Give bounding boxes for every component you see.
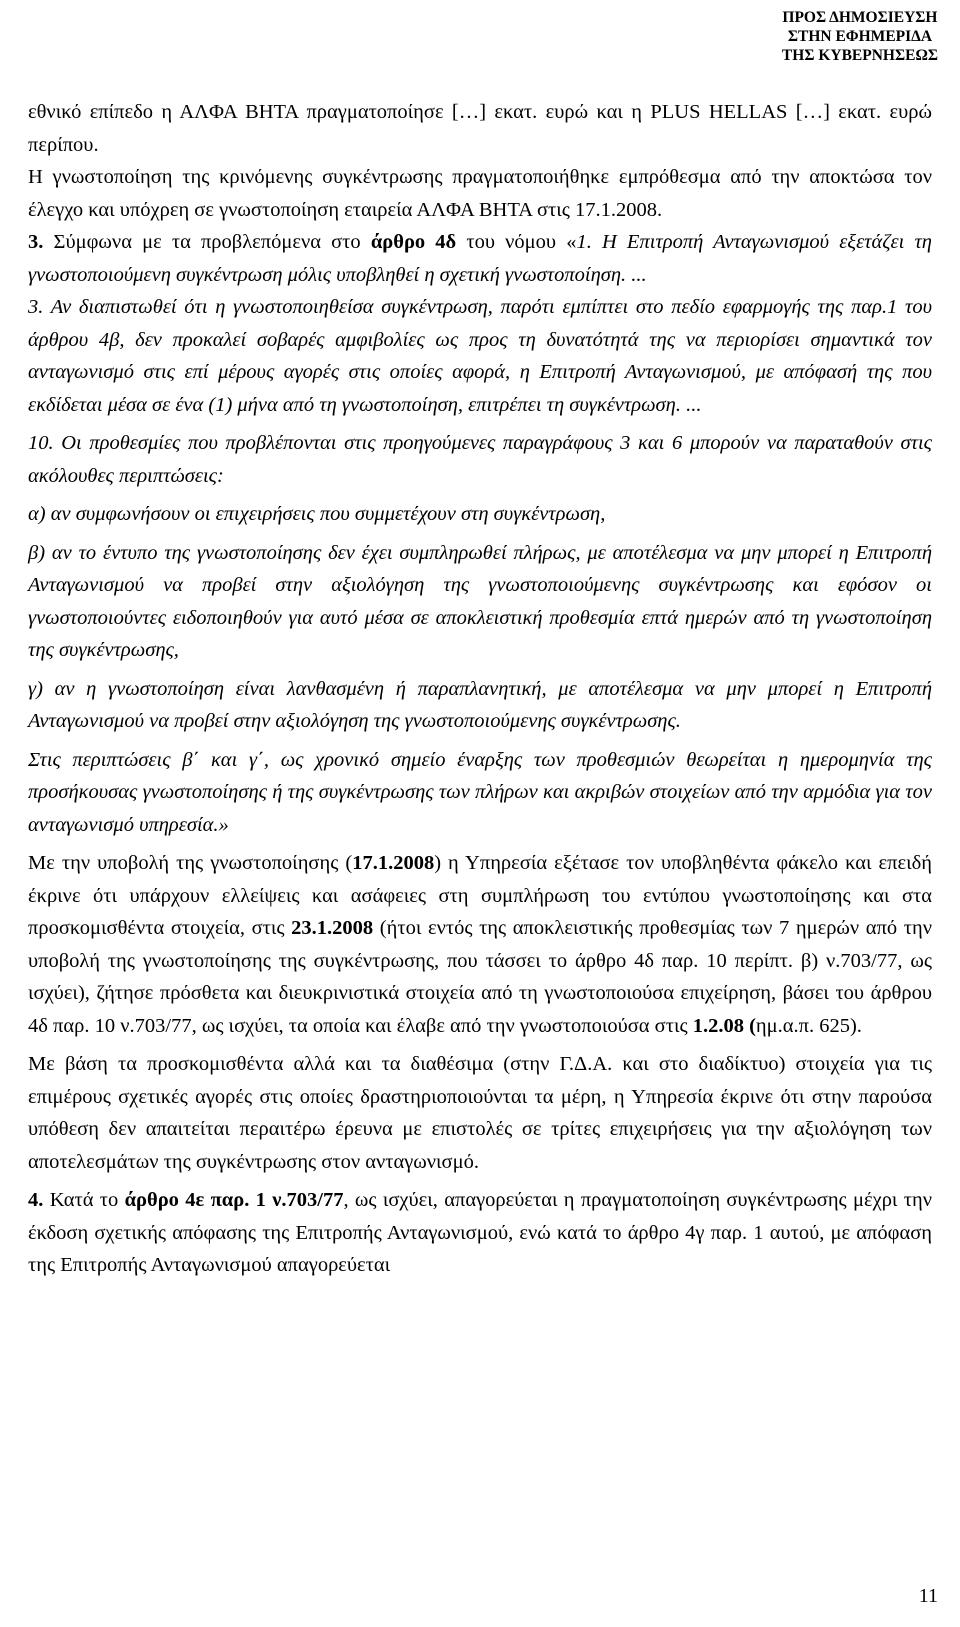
paragraph-5: 10. Οι προθεσμίες που προβλέπονται στις προηγούμενες παραγράφους 3 και 6 μπορούν να παραταθούν στις ακόλουθες περιπτώσεις: (28, 432, 932, 487)
paragraph-7: β) αν το έντυπο της γνωστοποίησης δεν έχει συμπληρωθεί πλήρως, με αποτέλεσμα να μην μπορεί η Επιτροπή Ανταγωνισμού να προβεί στην αξιολόγηση της γνωστοποιούμενης συγκέντρωσης και εφόσον οι γνωστοποιούντες ειδοποιηθούν για αυτό μέσα σε αποκλειστική προθεσμία επτά ημερών από τη γνωστοποίηση της συγκέντρωσης, (28, 541, 932, 661)
paragraph-2: Η γνωστοποίηση της κρινόμενης συγκέντρωσης πραγματοποιήθηκε εμπρόθεσμα από την αποκτώσα τον έλεγχο και υπόχρεη σε γνωστοποίηση εταιρεία ΑΛΦΑ ΒΗΤΑ στις 17.1.2008. (28, 166, 932, 221)
paragraph-3-text-b: του νόμου « (456, 231, 577, 253)
law-number: 703/77 (286, 1189, 344, 1211)
section-number-4: 4. (28, 1189, 44, 1211)
paragraph-12 (28, 1184, 932, 1282)
paragraph-1: εθνικό επίπεδο η ΑΛΦΑ ΒΗΤΑ πραγματοποίησε […] εκατ. ευρώ και η PLUS HELLAS […] εκατ. ευρώ περίπου. (28, 101, 932, 156)
article-ref-4e: άρθρο 4ε παρ. 1 ν. (124, 1189, 287, 1211)
document-body (28, 96, 932, 1282)
paragraph-12-text-c: , ως ισχύει, απαγορεύεται η πραγματοποίηση συγκέντρωσης μέχρι την έκδοση σχετικής απόφασης της Επιτροπής Ανταγωνισμού, ενώ κατά το άρθρο 4γ παρ. 1 αυτού, με απόφαση της Επιτροπής Ανταγωνισμού απαγορεύεται (28, 1189, 932, 1276)
paren-open: ( (749, 1014, 756, 1037)
paragraph-8: γ) αν η γνωστοποίηση είναι λανθασμένη ή παραπλανητική, με αποτέλεσμα να μην μπορεί η Επιτροπή Ανταγωνισμού να προβεί στην αξιολόγηση της γνωστοποιούμενης συγκέντρωσης. (28, 677, 932, 732)
paragraph-3 (28, 226, 932, 291)
paragraph-11: Με βάση τα προσκομισθέντα αλλά και τα διαθέσιμα (στην Γ.Δ.Α. και στο διαδίκτυο) στοιχεία για τις επιμέρους σχετικές αγορές στις οποίες δραστηριοποιούνται τα μέρη, η Υπηρεσία έκρινε ότι στην παρούσα υπόθεση δεν απαιτείται περαιτέρω έρευνα με επιστολές σε τρίτες επιχειρήσεις για την αξιολόγηση των αποτελεσμάτων της συγκέντρωσης στον ανταγωνισμό. (28, 1053, 932, 1173)
paragraph-6: α) αν συμφωνήσουν οι επιχειρήσεις που συμμετέχουν στη συγκέντρωση, (28, 503, 606, 525)
date-request: 23.1.2008 (291, 917, 374, 939)
publication-header (782, 8, 938, 65)
paragraph-10-text-c: (ήτοι εντός της αποκλειστικής προθεσμίας των 7 ημερών από την υποβολή της γνωστοποίησης της συγκέντρωσης, που τάσσει το άρθρο 4δ παρ. 10 περίπτ. β) ν.703/77, ως ισχύει), ζήτησε πρόσθετα και διευκρινιστικά στοιχεία από τη γνωστοποιούσα επιχείρηση, βάσει του άρθρου 4δ παρ. 10 ν.703/77, ως ισχύει, τα οποία και έλαβε από την γνωστοποιούσα στις (28, 917, 932, 1037)
date-submission: 17.1.2008 (352, 852, 435, 874)
quoted-law-text: 1. Η Επιτροπή Ανταγωνισμού εξετάζει τη γνωστοποιούμενη συγκέντρωση μόλις υποβληθεί η σχετική γνωστοποίηση. ... (28, 231, 932, 286)
paragraph-10-text-a: Με την υποβολή της γνωστοποίησης ( (28, 852, 353, 874)
header-line-2: ΣΤΗΝ ΕΦΗΜΕΡΙΔΑ (787, 28, 933, 45)
paragraph-12-text-a: Κατά το (43, 1189, 125, 1211)
paragraph-10-text-d: ημ.α.π. 625). (755, 1014, 862, 1037)
header-line-3: ΤΗΣ ΚΥΒΕΡΝΗΣΕΩΣ (781, 47, 938, 64)
paragraph-10-text-b: ) η Υπηρεσία εξέτασε τον υποβληθέντα φάκελο και επειδή έκρινε ότι υπάρχουν ελλείψεις και ασάφειες στη συμπλήρωση του εντύπου γνωστοποίησης και στα προσκομισθέντα στοιχεία, στις (28, 852, 932, 939)
page-number: 11 (918, 1585, 938, 1607)
section-number-3: 3. (28, 231, 44, 253)
paragraph-4: 3. Αν διαπιστωθεί ότι η γνωστοποιηθείσα συγκέντρωση, παρότι εμπίπτει στο πεδίο εφαρμογής της παρ.1 του άρθρου 4β, δεν προκαλεί σοβαρές αμφιβολίες ως προς τη δυνατότητά της να περιορίσει σημαντικά τον ανταγωνισμό στις επί μέρους αγορές στις οποίες αφορά, η Επιτροπή Ανταγωνισμού, με απόφασή της που εκδίδεται μέσα σε ένα (1) μήνα από τη γνωστοποίηση, επιτρέπει τη συγκέντρωση. ... (28, 296, 932, 416)
paragraph-10 (28, 847, 932, 1042)
header-line-1: ΠΡΟΣ ΔΗΜΟΣΙΕΥΣΗ (782, 9, 938, 26)
paragraph-9: Στις περιπτώσεις β΄ και γ΄, ως χρονικό σημείο έναρξης των προθεσμιών θεωρείται η ημερομηνία της προσήκουσας γνωστοποίησης ή της συγκέντρωσης των πλήρων και ακριβών στοιχείων από την αρμόδια για τον ανταγωνισμό υπηρεσία.» (28, 748, 932, 836)
article-ref-4d: άρθρο 4δ (370, 231, 457, 253)
date-received: 1.2.08 (692, 1014, 744, 1037)
paragraph-3-text-a: Σύμφωνα με τα προβλεπόμενα στο (43, 231, 371, 253)
